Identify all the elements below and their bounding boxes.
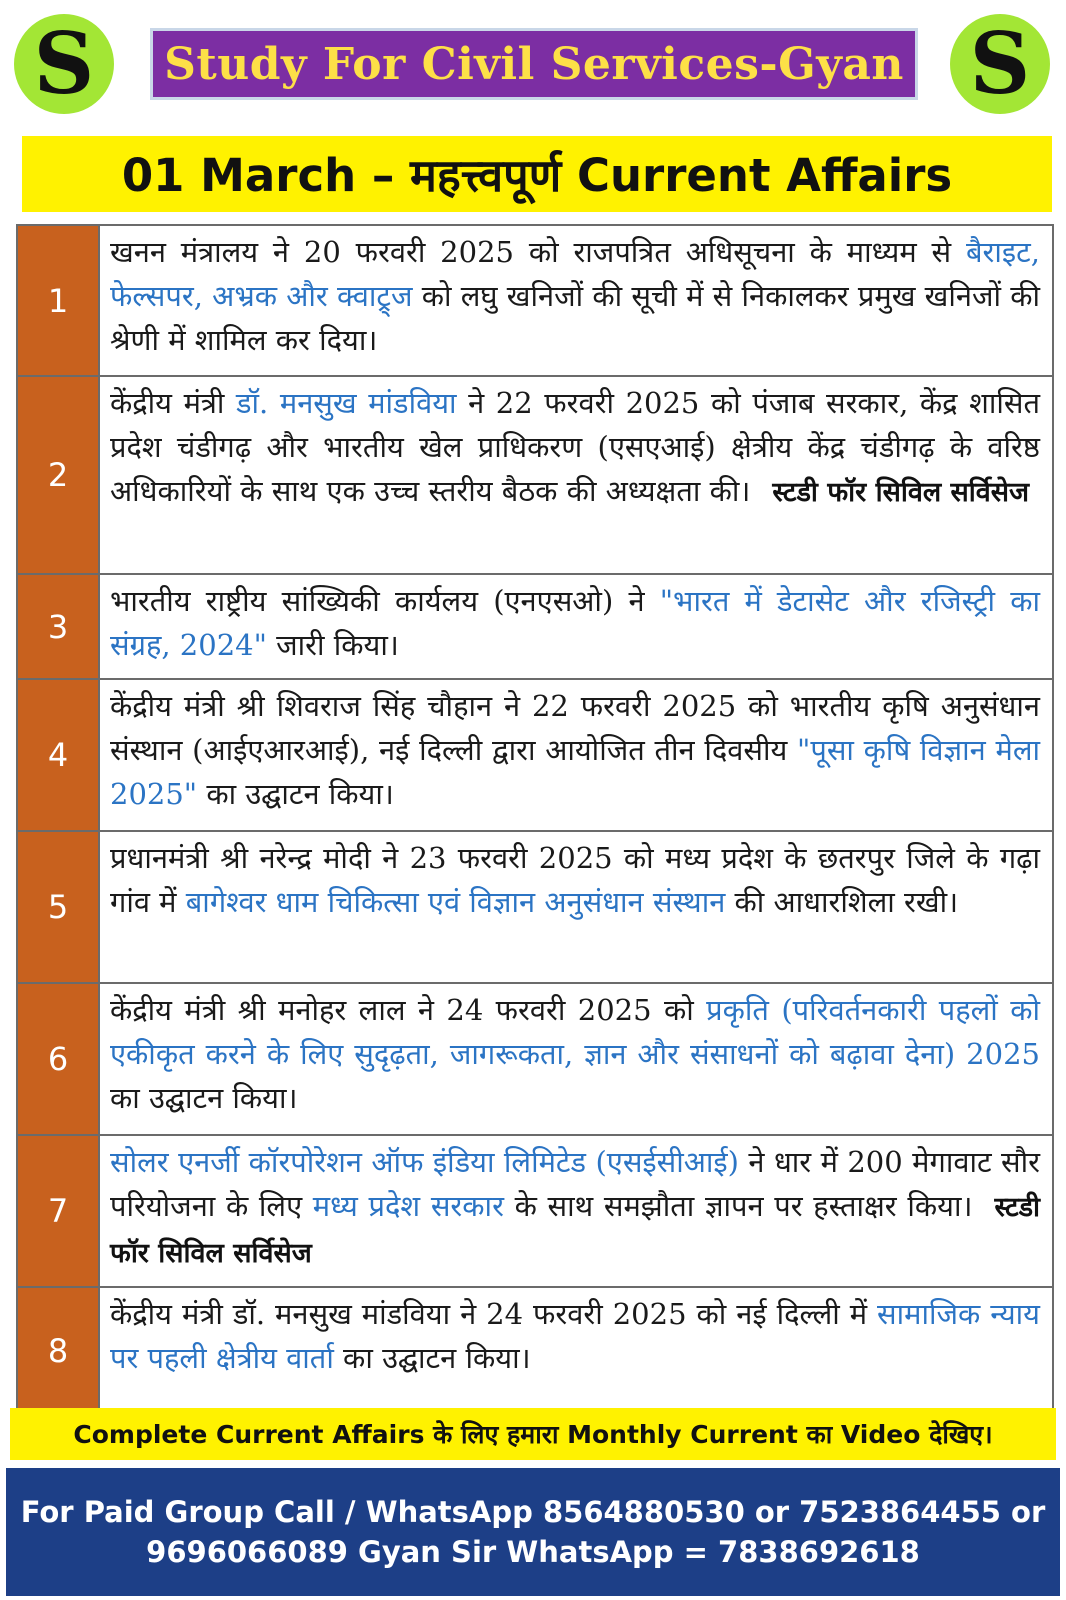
highlight-text: "भारत में डेटासेट और रजिस्ट्री का संग्रह, 2024" [110,584,1040,662]
site-banner: Study For Civil Services-Gyan [150,28,918,100]
highlight-text: डॉ. मनसुख मांडविया [236,386,457,420]
row-number: 1 [18,226,100,375]
highlight-text: सोलर एनर्जी कॉरपोरेशन ऑफ इंडिया लिमिटेड (एसईसीआई) [110,1145,739,1179]
brand-watermark-text: स्टडी फॉर सिविल सर्विसेज [772,477,1030,508]
row-text [100,984,1052,1134]
table-row [18,575,1052,680]
page-title: 01 March – महत्त्वपूर्ण Current Affairs [22,136,1052,212]
text-segment: की आधारशिला रखी। [725,885,959,919]
contact-line-2: 9696066089 Gyan Sir WhatsApp = 7838692618 [146,1535,920,1569]
highlight-text: मध्य प्रदेश सरकार [312,1189,504,1223]
contact-line-1: For Paid Group Call / WhatsApp 8564880530 or 7523864455 or [20,1495,1046,1529]
brand-watermark-text: स्टडी फॉर सिविल सर्विसेज [110,1192,1041,1269]
text-segment: खनन मंत्रालय ने 20 फरवरी 2025 को राजपत्रित अधिसूचना के माध्यम से [110,235,966,269]
row-number: 3 [18,575,100,678]
table-row [18,1136,1052,1288]
text-segment: का उद्घाटन किया। [110,1081,298,1115]
row-number: 8 [18,1288,100,1413]
table-row [18,377,1052,575]
highlight-text: बागेश्वर धाम चिकित्सा एवं विज्ञान अनुसंधान संस्थान [185,885,726,919]
text-segment: को लघु खनिजों की सूची में से निकालकर प्रमुख खनिजों की श्रेणी में शामिल कर दिया। [110,279,1041,357]
highlight-text: प्रकृति (परिवर्तनकारी पहलों को एकीकृत करने के लिए सुदृढ़ता, जागरूकता, ज्ञान और संसाधनों को बढ़ावा देना) 2025 [110,993,1040,1071]
table-row [18,226,1052,377]
row-text [100,680,1052,830]
table-row [18,1288,1052,1413]
row-number: 6 [18,984,100,1134]
row-text [100,377,1052,573]
table-row [18,832,1052,984]
text-segment: केंद्रीय मंत्री श्री मनोहर लाल ने 24 फरवरी 2025 को [110,993,707,1027]
text-segment: प्रधानमंत्री श्री नरेन्द्र मोदी ने 23 फरवरी 2025 को मध्य प्रदेश के छतरपुर जिले के गढ़ा गांव में [110,841,1040,919]
text-segment: केंद्रीय मंत्री [110,386,237,420]
logo-left: S [14,14,114,114]
row-text [100,1136,1052,1286]
highlight-text: बैराइट, फेल्सपर, अभ्रक और क्वाट्र्ज [110,235,1040,313]
row-number: 2 [18,377,100,573]
text-segment: केंद्रीय मंत्री श्री शिवराज सिंह चौहान ने 22 फरवरी 2025 को भारतीय कृषि अनुसंधान संस्थान (आईएआरआई), नई दिल्ली द्वारा आयोजित तीन दिवसीय [110,689,1040,767]
text-segment: का उद्घाटन किया। [197,777,394,811]
row-text [100,575,1052,678]
contact-banner [6,1468,1060,1596]
current-affairs-table [16,224,1054,1415]
row-text [100,832,1052,982]
logo-right: S [950,14,1050,114]
table-row [18,680,1052,832]
highlight-text: "पूसा कृषि विज्ञान मेला 2025" [110,733,1040,811]
text-segment: ने धार में 200 मेगावाट सौर परियोजना के लिए [110,1145,1040,1223]
highlight-text: सामाजिक न्याय पर पहली क्षेत्रीय वार्ता [110,1297,1040,1375]
text-segment: का उद्घाटन किया। [333,1341,531,1375]
text-segment: ने 22 फरवरी 2025 को पंजाब सरकार, केंद्र शासित प्रदेश चंडीगढ़ और भारतीय खेल प्राधिकरण (एसएआई) क्षेत्रीय केंद्र चंडीगढ़ के वरिष्ठ अधिकारियों के साथ एक उच्च स्तरीय बैठक की अध्यक्षता की। [110,386,1041,508]
text-segment: के साथ समझौता ज्ञापन पर हस्ताक्षर किया। [503,1189,973,1223]
row-text [100,226,1052,375]
row-number: 5 [18,832,100,982]
row-text [100,1288,1052,1413]
text-segment: भारतीय राष्ट्रीय सांख्यिकी कार्यलय (एनएसओ) ने [110,584,660,618]
table-row [18,984,1052,1136]
text-segment: जारी किया। [266,628,399,662]
row-number: 7 [18,1136,100,1286]
row-number: 4 [18,680,100,830]
footer-note: Complete Current Affairs के लिए हमारा Monthly Current का Video देखिए। [10,1408,1056,1460]
text-segment: केंद्रीय मंत्री डॉ. मनसुख मांडविया ने 24 फरवरी 2025 को नई दिल्ली में [110,1297,878,1331]
